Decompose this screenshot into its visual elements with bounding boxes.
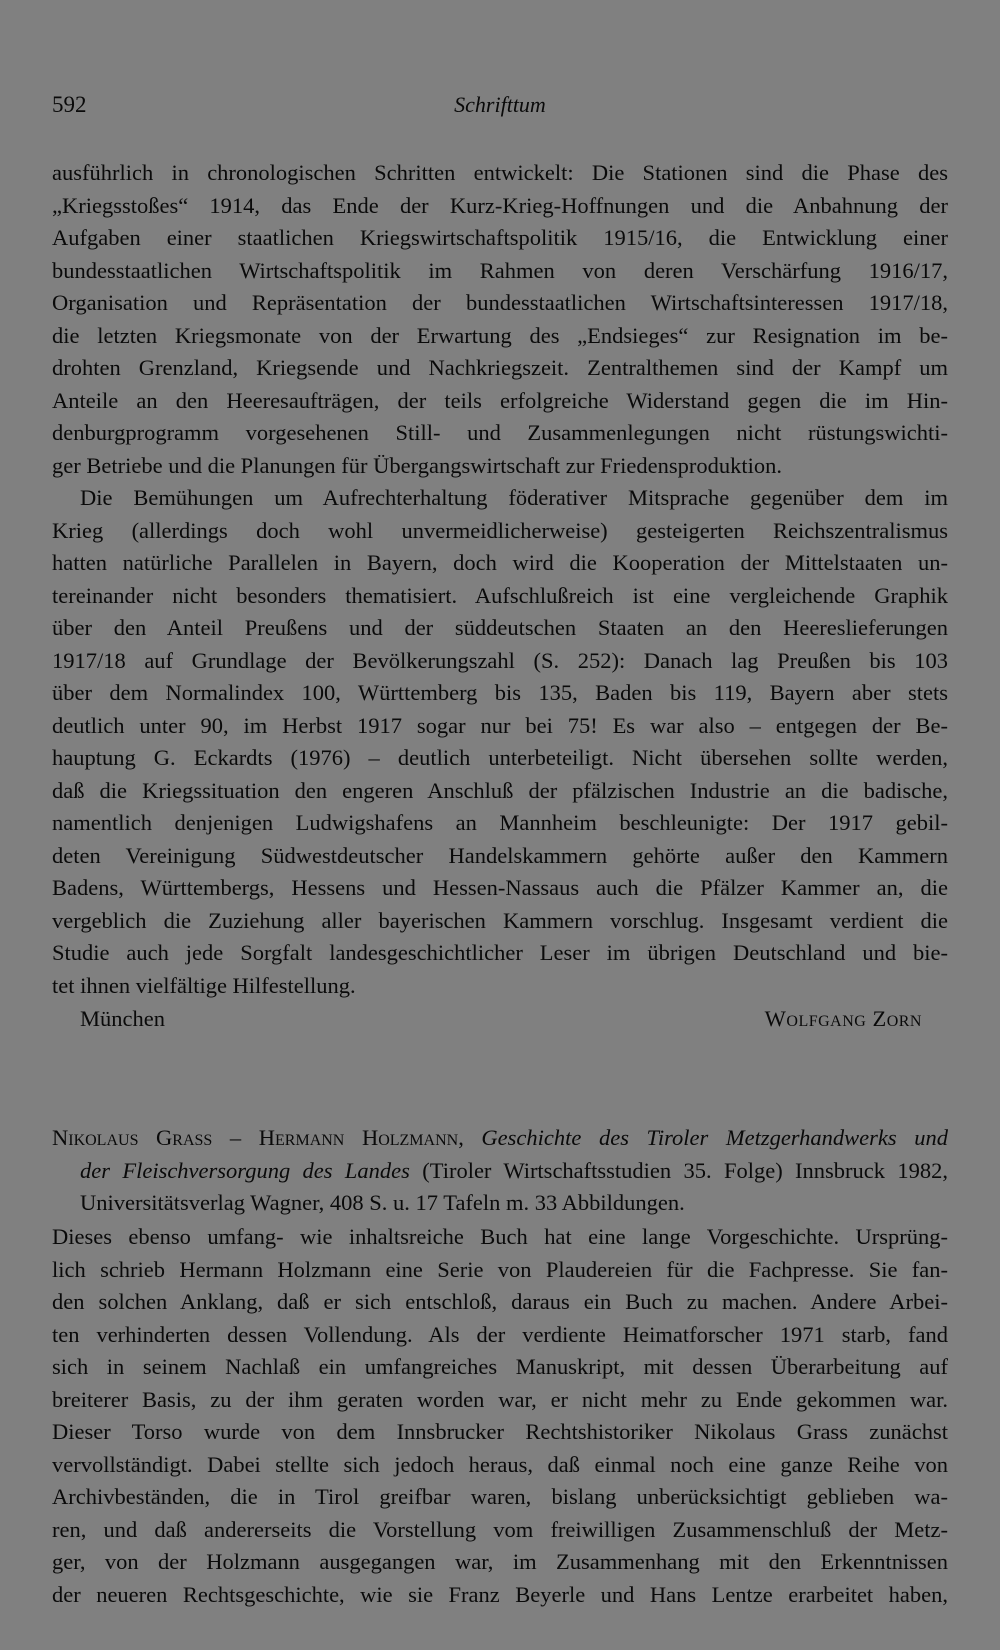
text-line: 1917/18 auf Grundlage der Bevölkerungszahl (S. 252): Danach lag Preußen bis 103 — [52, 647, 948, 673]
text-line: Organisation und Repräsentation der bundesstaatlichen Wirtschaftsinteressen 1917/18, — [52, 290, 948, 315]
text-line: den solchen Anklang, daß er sich entschloß, daraus ein Buch zu machen. Andere Arbei- — [52, 1289, 948, 1314]
page-number: 592 — [52, 92, 87, 117]
text-line: deutlich unter 90, im Herbst 1917 sogar nur bei 75! Es war also – entgegen der Be- — [52, 712, 948, 738]
citation-line — [52, 1122, 948, 1155]
text-line: drohten Grenzland, Kriegsende und Nachkriegszeit. Zentralthemen sind der Kampf um — [52, 355, 948, 380]
text-line: über den Anteil Preußens und der süddeutschen Staaten an den Heereslieferungen — [52, 615, 948, 640]
review-continuation — [52, 157, 948, 1036]
text-line: Krieg (allerdings doch wohl unvermeidlicherweise) gesteigerten Reichszentralismus — [52, 517, 948, 543]
text-line: deten Vereinigung Südwestdeutscher Handelskammern gehörte außer den Kammern — [52, 842, 948, 868]
text-line: Dieser Torso wurde von dem Innsbrucker Rechtshistoriker Nikolaus Grass zunächst — [52, 1419, 948, 1444]
review-body — [52, 1221, 948, 1611]
text-line: Dieses ebenso umfang- wie inhaltsreiche Buch hat eine lange Vorgeschichte. Ursprüng- — [52, 1224, 948, 1249]
text-line: hatten natürliche Parallelen in Bayern, doch wird die Kooperation der Mittelstaaten un- — [52, 550, 948, 575]
citation-title-part2: der Fleischversorgung des Landes — [80, 1157, 410, 1183]
text-line: der neueren Rechtsgeschichte, wie sie Franz Beyerle und Hans Lentze erarbeitet haben, — [52, 1581, 948, 1607]
text-line: namentlich denjenigen Ludwigshafens an Mannheim beschleunigte: Der 1917 gebil- — [52, 810, 948, 835]
text-line: vervollständigt. Dabei stellte sich jedoch heraus, daß einmal noch eine ganze Reihe von — [52, 1451, 948, 1477]
text-line: hauptung G. Eckardts (1976) – deutlich unterbeteiligt. Nicht übersehen sollte werden, — [52, 745, 948, 770]
review-signature — [52, 1002, 948, 1036]
text-line: Aufgaben einer staatlichen Kriegswirtschaftspolitik 1915/16, die Entwicklung einer — [52, 225, 948, 250]
text-line: ten verhinderten dessen Vollendung. Als der verdiente Heimatforscher 1971 starb, fand — [52, 1321, 948, 1347]
text-line: tereinander nicht besonders thematisiert. Aufschlußreich ist eine vergleichende Graphik — [52, 582, 948, 608]
text-line: Die Bemühungen um Aufrechterhaltung föderativer Mitsprache gegenüber dem im — [80, 485, 948, 510]
signature-place: München — [80, 1006, 165, 1031]
review-citation — [52, 1122, 948, 1220]
text-line: breiterer Basis, zu der ihm geraten worden war, er nicht mehr zu Ende gekommen war. — [52, 1386, 948, 1412]
text-line: ger, von der Holzmann ausgegangen war, im Zusammenhang mit den Erkenntnissen — [52, 1549, 948, 1574]
text-line: denburgprogramm vorgesehenen Still- und Zusammenlegungen nicht rüstungswichti- — [52, 420, 948, 445]
text-line: daß die Kriegssituation den engeren Anschluß der pfälzischen Industrie an die badische, — [52, 777, 948, 803]
text-line: Archivbeständen, die in Tirol greifbar waren, bislang unberücksichtigt geblieben wa- — [52, 1484, 948, 1509]
page-header — [52, 92, 948, 128]
text-line: tet ihnen vielfältige Hilfestellung. — [52, 972, 356, 998]
citation-line — [52, 1155, 948, 1188]
citation-title-part1: Geschichte des Tiroler Metzgerhandwerks und — [481, 1125, 948, 1150]
text-line: Badens, Württembergs, Hessens und Hessen-Nassaus auch die Pfälzer Kammer an, die — [52, 875, 948, 900]
text-line: vergeblich die Zuziehung aller bayerischen Kammern vorschlug. Insgesamt verdient die — [52, 907, 948, 933]
text-line: Studie auch jede Sorgfalt landesgeschichtlicher Leser im übrigen Deutschland und bie- — [52, 940, 948, 965]
citation-series: (Tiroler Wirtschaftsstudien 35. Folge) Innsbruck 1982, — [422, 1157, 948, 1183]
text-line: die letzten Kriegsmonate von der Erwartung des „Endsieges“ zur Resignation im be- — [52, 322, 948, 348]
signature-author: Wolfgang Zorn — [764, 1006, 922, 1031]
running-title: Schrifttum — [454, 92, 546, 117]
text-line: bundesstaatlichen Wirtschaftspolitik im Rahmen von deren Verschärfung 1916/17, — [52, 257, 948, 283]
citation-authors: Nikolaus Grass – Hermann Holzmann, — [52, 1125, 464, 1150]
text-line: „Kriegsstoßes“ 1914, das Ende der Kurz-Krieg-Hoffnungen und die Anbahnung der — [52, 192, 948, 218]
text-line: Anteile an den Heeresaufträgen, der teils erfolgreiche Widerstand gegen die im Hin- — [52, 387, 948, 413]
text-line: ren, und daß andererseits die Vorstellung vom freiwilligen Zusammenschluß der Metz- — [52, 1516, 948, 1542]
citation-line: Universitätsverlag Wagner, 408 S. u. 17 Tafeln m. 33 Abbildungen. — [80, 1190, 685, 1215]
text-line: über dem Normalindex 100, Württemberg bis 135, Baden bis 119, Bayern aber stets — [52, 680, 948, 705]
text-line: ger Betriebe und die Planungen für Übergangswirtschaft zur Friedensproduktion. — [52, 452, 783, 478]
text-line: sich in seinem Nachlaß ein umfangreiches Manuskript, mit dessen Überarbeitung auf — [52, 1354, 948, 1379]
text-line: lich schrieb Hermann Holzmann eine Serie von Plaudereien für die Fachpresse. Sie fan- — [52, 1256, 948, 1282]
text-line: ausführlich in chronologischen Schritten entwickelt: Die Stationen sind die Phase des — [52, 160, 948, 185]
